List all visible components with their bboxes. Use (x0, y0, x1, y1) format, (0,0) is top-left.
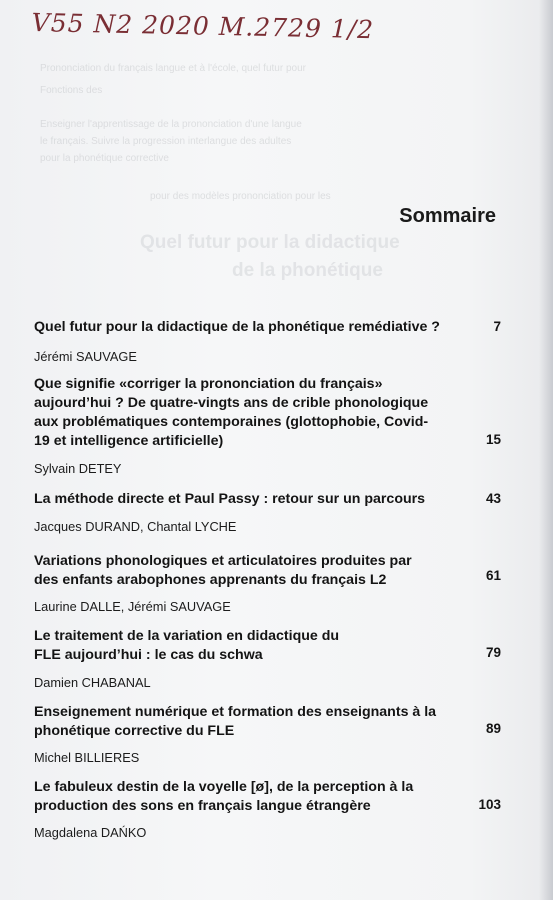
entry-author: Sylvain DETEY (34, 461, 122, 476)
entry-page-number: 43 (485, 491, 501, 506)
bleed-through-heading: de la phonétique (232, 260, 383, 281)
bleed-through-line: Prononciation du français langue et à l'école, quel futur pour (40, 63, 306, 74)
entry-author: Damien CHABANAL (34, 675, 151, 690)
entry-page-number: 15 (485, 432, 501, 447)
page-title: Sommaire (399, 205, 496, 227)
entry-title: Le fabuleux destin de la voyelle [ø], de la perception à la production des sons en français langue étrangère (34, 779, 414, 814)
handwritten-note: V55 N2 2020 M.2729 1/2 (31, 8, 375, 45)
entry-title: Le traitement de la variation en didactique du FLE aujourd’hui : le cas du schwa (34, 628, 340, 663)
entry-title: La méthode directe et Paul Passy : retour sur un parcours (34, 491, 426, 507)
entry-author: Laurine DALLE, Jérémi SAUVAGE (34, 599, 231, 614)
entry-title: Que signifie «corriger la prononciation du français» aujourd’hui ? De quatre-vingts ans de crible phonologique aux problématiques contemporaines (glottophobie, Covid-19 et intelligence artificielle) (34, 376, 429, 449)
entry-author: Michel BILLIERES (34, 750, 140, 765)
toc-entry[interactable] (34, 318, 500, 365)
bleed-through-line: pour la phonétique corrective (40, 153, 169, 164)
entry-title: Quel futur pour la didactique de la phonétique remédiative ? (34, 319, 440, 335)
entry-page-number: 7 (493, 319, 501, 334)
toc-entry[interactable] (34, 778, 474, 841)
toc-entry[interactable] (34, 490, 500, 535)
entry-title: Enseignement numérique et formation des enseignants à la phonétique corrective du FLE (34, 704, 437, 739)
bleed-through-heading: Quel futur pour la didactique (140, 232, 400, 253)
toc-entry[interactable] (34, 703, 444, 766)
entry-author: Magdalena DAŃKO (34, 825, 147, 840)
bleed-through-line: pour des modèles prononciation pour les (150, 191, 331, 202)
entry-page-number: 103 (478, 797, 501, 812)
bleed-through-line: le français. Suivre la progression interlangue des adultes (40, 136, 292, 147)
bleed-through-line: Fonctions des (40, 85, 103, 96)
entry-author: Jacques DURAND, Chantal LYCHE (34, 519, 237, 534)
bleed-through-line: Enseigner l'apprentissage de la prononciation d'une langue (40, 119, 302, 130)
entry-author: Jérémi SAUVAGE (34, 349, 137, 364)
entry-title: Variations phonologiques et articulatoires produites par des enfants arabophones apprenants du français L2 (34, 553, 412, 588)
toc-entry[interactable] (34, 552, 439, 615)
entry-page-number: 89 (485, 721, 501, 736)
toc-entry[interactable] (34, 375, 434, 477)
entry-page-number: 61 (485, 568, 501, 583)
entry-page-number: 79 (485, 645, 501, 660)
toc-entry[interactable] (34, 627, 364, 691)
scan-edge-shadow (539, 0, 553, 900)
